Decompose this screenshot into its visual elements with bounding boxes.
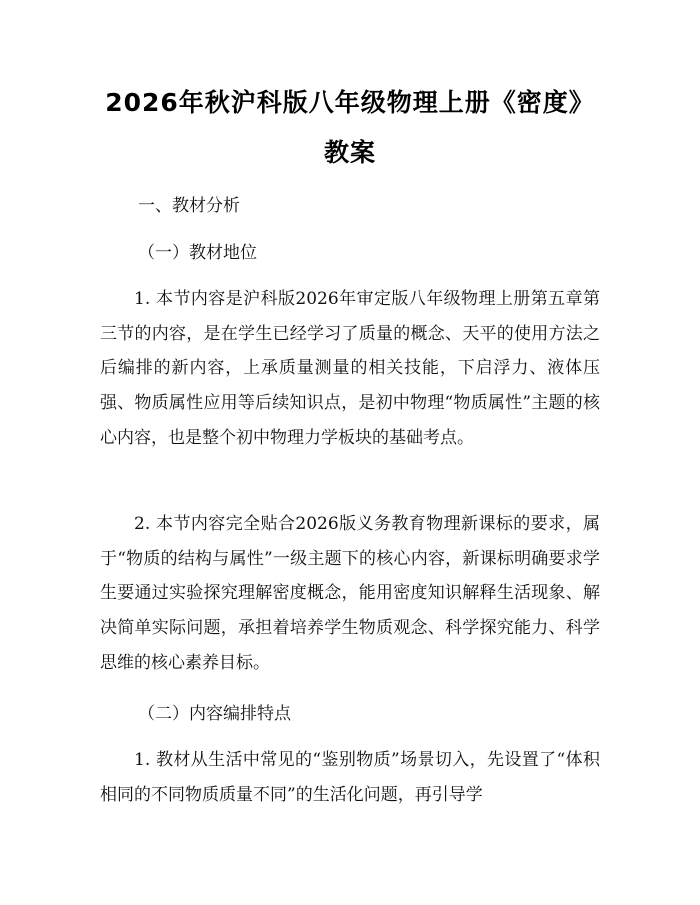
subsection-heading-content-arrangement: （二）内容编排特点 [138,704,291,724]
paragraph-content-arrangement-1: 1. 教材从生活中常见的“鉴别物质”场景切入，先设置了“体积相同的不同物质质量不同”的生活化问题，再引导学 [100,750,600,805]
document-title: 2026年秋沪科版八年级物理上册《密度》教案 [105,88,595,167]
paragraph-textbook-position-2: 2. 本节内容完全贴合2026版义务教育物理新课标的要求，属于“物质的结构与属性”一级主题下的核心内容，新课标明确要求学生要通过实验探究理解密度概念，能用密度知识解释生活现象、解决简单实际问题，承担着培养学生物质观念、科学探究能力、科学思维的核心素养目标。 [100,514,600,673]
section-heading-textbook-analysis: 一、教材分析 [138,196,240,216]
subsection-heading-textbook-position: （一）教材地位 [138,243,257,263]
paragraph-textbook-position-1: 1. 本节内容是沪科版2026年审定版八年级物理上册第五章第三节的内容，是在学生已经学习了质量的概念、天平的使用方法之后编排的新内容，上承质量测量的相关技能，下启浮力、液体压强、物质属性应用等后续知识点，是初中物理“物质属性”主题的核心内容，也是整个初中物理力学板块的基础考点。 [100,289,600,448]
